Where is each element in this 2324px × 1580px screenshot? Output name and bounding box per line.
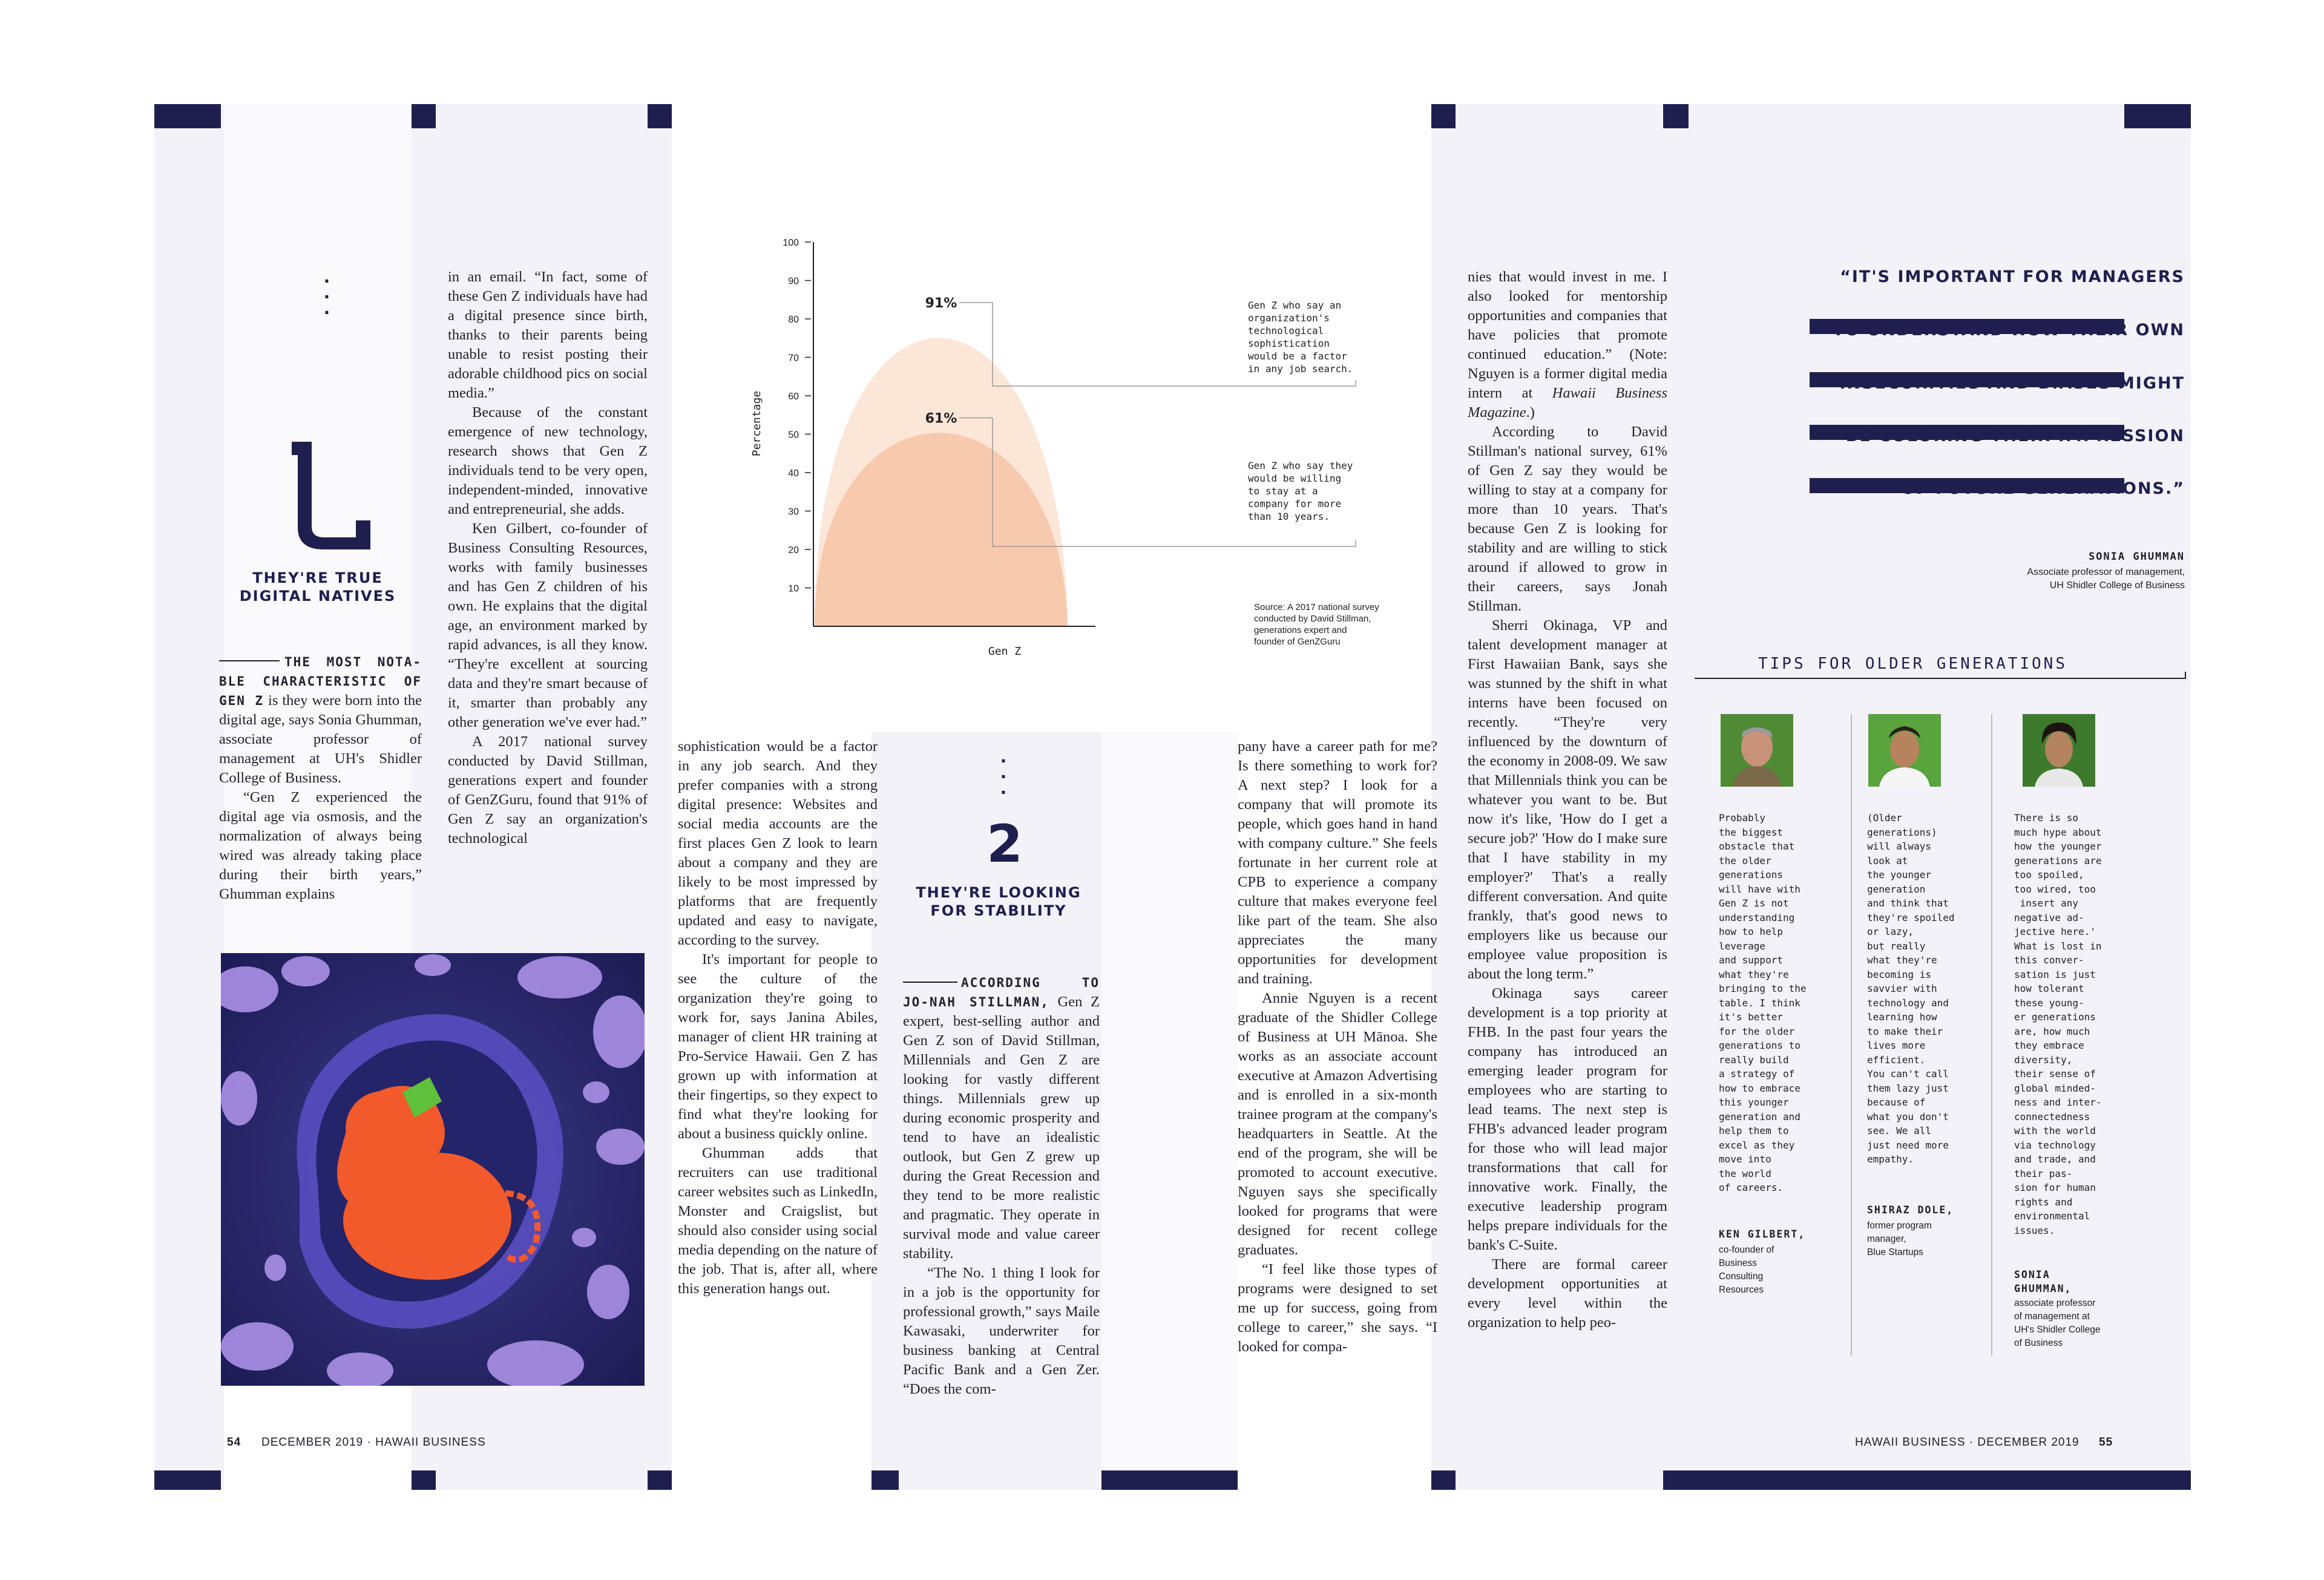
top-accent-bar (2124, 104, 2191, 128)
quote-line-1: “IT'S IMPORTANT FOR MANAGERS (1840, 267, 2185, 286)
series-annotation: would be a factor (1248, 350, 1347, 362)
section-1-number (266, 418, 387, 557)
section-dots: · · · (1000, 751, 1007, 802)
left-page-band-5 (1101, 732, 1238, 1490)
fetus-with-phone-illustration (221, 953, 645, 1386)
y-tick-label: 100 (783, 238, 799, 248)
tip-2-text: (Older generations) will always look at the younger generation and think that they're spoiled or lazy, but really what they're becoming is savvier with technology and learning how to make their lives more efficient. You can't call them lazy just because of what you don't see. We all just need more empathy. (1867, 812, 1955, 1165)
y-axis-label: Percentage (750, 390, 763, 457)
series-annotation: than 10 years. (1248, 511, 1330, 522)
chart-source: Source: A 2017 national survey conducted by David Stillman, generations expert and founder of GenZGuru (1254, 602, 1379, 647)
ken-gilbert-photo (1721, 714, 1793, 787)
folio-right: HAWAII BUSINESS · DECEMBER 2019 (1855, 1436, 2079, 1449)
top-accent-bar (154, 104, 221, 128)
series-annotation: Gen Z who say an (1248, 300, 1342, 311)
bottom-accent-bar (1663, 1470, 2191, 1490)
series-annotation: to stay at a (1248, 485, 1318, 497)
quote-line-2: TO UNDERSTAND HOW THEIR OWN (1833, 321, 2185, 339)
tip-2-name: SHIRAZ DOLE, (1867, 1204, 1954, 1216)
quote-line-5: OF FUTURE GENERATIONS.” (1901, 479, 2185, 498)
tips-divider (1991, 714, 1992, 1355)
data-label: 91% (925, 295, 957, 311)
series-annotation: organization's (1248, 312, 1330, 324)
y-tick-label: 60 (788, 392, 799, 402)
page-number-left: 54 (227, 1436, 241, 1449)
lead-in: ACCORDING TO JO-NAH STILLMAN, (903, 975, 1100, 1009)
tip-3-text: There is so much hype about how the younger generations are too spoiled, too wired, too insert any negative ad- jective here.' What is lost in this conver- sation is just how tolerant these young- er generations are, how much they embrace diversity, their sense of global minded- ness and inter- connectedness with the world via technology and trade, and their pas- sion for human rights and environmental issues. (2014, 812, 2102, 1236)
bottom-accent-bar (872, 1470, 899, 1490)
series-annotation: technological (1248, 325, 1324, 336)
bottom-accent-bar (412, 1470, 436, 1490)
column-5-text: pany have a career path for me? Is there something to work for? A next step? I look for a company that will promote its people, which goes hand in hand with company culture.” She feels fortunate in her current role at CPB to experience a company culture that makes everyone feel like part of the team. She also appreciates the many opportunities for development and training. Annie Nguyen is a recent graduate of the Shidler College of Business at UH Mānoa. She works as an associate account executive at Amazon Advertising and is enrolled in a six-month trainee program at the company's headquarters in Seattle. At the end of the program, she will be promoted to account executive. Nguyen says she specifically looked for programs that were designed for recent college graduates. “I feel like those types of programs were designed to set me up for success, going from college to career,” she says. “I looked for compa- (1238, 738, 1437, 1355)
column-2-text: in an email. “In fact, some of these Gen Z individuals have had a digital presence since birth, thanks to their parents being unable to resist posting their adorable childhood pics on social media.” Because of the constant emergence of new technology, research shows that Gen Z individuals tend to be very open, independent-minded, innovative and entrepreneurial, she adds. Ken Gilbert, co-founder of Business Consulting Resources, works with family businesses and has Gen Z children of his own. He explains that the digital age, an environment marked by rapid advances, is all they know. “They're excellent at sourcing data and they're smart because of it, smarter than probably any other generation we've ever had.” A 2017 national survey conducted by David Stillman, generations expert and founder of GenZGuru, found that 91% of Gen Z say an organization's technological (448, 269, 648, 847)
series-annotation: in any job search. (1248, 363, 1353, 375)
y-tick-label: 40 (788, 468, 799, 479)
lead-in: THE MOST NOTA-BLE CHARACTERISTIC OF GEN Z (219, 655, 422, 708)
quote-line-3: INSECURITIES AND BIASES MIGHT (1839, 374, 2185, 393)
series-annotation: company for more (1248, 498, 1342, 510)
bottom-accent-bar (648, 1470, 672, 1490)
tip-3-role: associate professor of management at UH's Shidler College of Business (2014, 1298, 2101, 1348)
top-accent-bar (1663, 104, 1689, 128)
bottom-accent-bar (154, 1470, 221, 1490)
tip-3-name: SONIA GHUMMAN, (2014, 1269, 2072, 1294)
section-dots: · · · (323, 271, 330, 323)
quote-line-4: BE COLORING THEIR IMPRESSION (1845, 427, 2185, 445)
section-2-headline: THEY'RE LOOKING FOR STABILITY (916, 884, 1082, 919)
data-label: 61% (925, 411, 957, 427)
column-6-text: nies that would invest in me. I also looked for mentorship opportunities and companies that have policies that promote continued education.” (Note: Nguyen is a former digital media intern at Hawaii Business Magazine.) According to David Stillman's national survey, 61% of Gen Z say they would be willing to stay at a company for more than 10 years. That's because Gen Z is looking for stability and are willing to stick around if allowed to grow in their careers, says Jonah Stillman. Sherri Okinaga, VP and talent development manager at First Hawaiian Bank, says she was stunned by the shift in what interns have been focused on recently. “They're very influenced by the downturn of the economy in 2008-09. We saw that Millennials think you can be whatever you want to be. But now it's like, 'How do I get a secure job?' 'How do I make sure that I have stability in my employer?' That's a really different conversation. And quite frankly, that's good news to employers like us because our employee value proposition is about the long term.” Okinaga says career development is a top priority at FHB. In the past four years the company has introduced an emerging leader program for employees who are starting to lead teams. The next step is FHB's advanced leader program for those who will lead major transformations that call for innovative work. Finally, the executive leadership program helps prepare individuals for the bank's C-Suite. There are formal career development opportunities at every level within the organization to help peo- (1468, 269, 1667, 1331)
tips-rule-tick (2185, 672, 2186, 679)
tip-1-name: KEN GILBERT, (1719, 1228, 1806, 1240)
folio-left: DECEMBER 2019 · HAWAII BUSINESS (261, 1436, 486, 1449)
quote-attribution-role: Associate professor of management, UH Shidler College of Business (2027, 567, 2185, 591)
y-tick-label: 30 (788, 506, 799, 517)
section-1-headline: THEY'RE TRUE DIGITAL NATIVES (239, 569, 396, 605)
column-1-text: THE MOST NOTA-BLE CHARACTERISTIC OF GEN Z is they were born into the digital age, says Sonia Ghumman, associate professor of management at UH's Shidler College of Business. “Gen Z experienced the digital age via osmosis, and the normalization of always being wired was already taking place during their birth years,” Ghumman explains (219, 655, 422, 902)
series-annotation: Gen Z who say they (1248, 460, 1353, 471)
bottom-accent-bar (1101, 1470, 1238, 1490)
tip-1-role: co-founder of Business Consulting Resources (1719, 1245, 1774, 1295)
y-tick-label: 70 (788, 353, 799, 364)
left-page-band-1 (154, 104, 224, 1490)
number-one-glyph (266, 418, 387, 557)
tip-1-text: Probably the biggest obstacle that the older generations will have with Gen Z is not understanding how to help leverage and support what they're bringing to the table. I think it's better for the older generations to really build a strategy of how to embrace this younger generation and help them to excel as they move into the world of careers. (1719, 812, 1807, 1193)
tips-title: TIPS FOR OLDER GENERATIONS (1758, 655, 2067, 673)
tips-divider (1851, 714, 1852, 1355)
bottom-accent-bar (1431, 1470, 1456, 1490)
y-tick-label: 20 (788, 545, 799, 556)
sonia-ghumman-photo (2023, 714, 2095, 787)
top-accent-bar (648, 104, 672, 128)
tips-rule (1695, 678, 2186, 679)
shiraz-dole-photo (1868, 714, 1941, 787)
page-number-right: 55 (2099, 1436, 2113, 1449)
series-annotation: would be willing (1248, 473, 1342, 484)
quote-attribution-name: SONIA GHUMMAN (2088, 551, 2185, 563)
x-axis-label: Gen Z (988, 645, 1022, 658)
series-annotation: sophistication (1248, 338, 1330, 349)
y-tick-label: 90 (788, 276, 799, 287)
y-tick-label: 80 (788, 315, 799, 325)
column-3-text: sophistication would be a factor in any job search. And they prefer companies with a strong digital presence: Websites and social media accounts are the first places Gen Z look to learn about a company and they are likely to be most impressed by platforms that are frequently updated and easy to navigate, according to the survey. It's important for people to see the culture of the organization they're going to work for, says Janina Abiles, manager of client HR training at Pro-Service Hawaii. Gen Z has grown up with information at their fingertips, so they expect to find what they're looking for about a business quickly online. Ghumman adds that recruiters can use traditional career websites such as LinkedIn, Monster and Craigslist, but should also consider using social media depending on the nature of the job. That is, after all, where this generation hangs out. (678, 738, 878, 1297)
y-tick-label: 50 (788, 430, 799, 441)
column-4-text: ACCORDING TO JO-NAH STILLMAN, Gen Z expert, best-selling author and Gen Z son of David Stillman, Millennials and Gen Z are looking for vastly different things. Millennials grew up during economic prosperity and tend to have an idealistic outlook, but Gen Z grew up during the Great Recession and they tend to be more realistic and pragmatic. They operate in survival mode and value career stability. “The No. 1 thing I look for in a job is the opportunity for professional growth,” says Maile Kawasaki, underwriter for business banking at Central Pacific Bank and a Gen Zer. “Does the com- (903, 975, 1100, 1397)
tip-2-role: former program manager, Blue Startups (1867, 1221, 1932, 1257)
section-2-number: 2 (986, 814, 1023, 874)
top-accent-bar (412, 104, 436, 128)
y-tick-label: 10 (788, 583, 799, 594)
top-accent-bar (1431, 104, 1456, 128)
chart-panel (750, 224, 1422, 696)
